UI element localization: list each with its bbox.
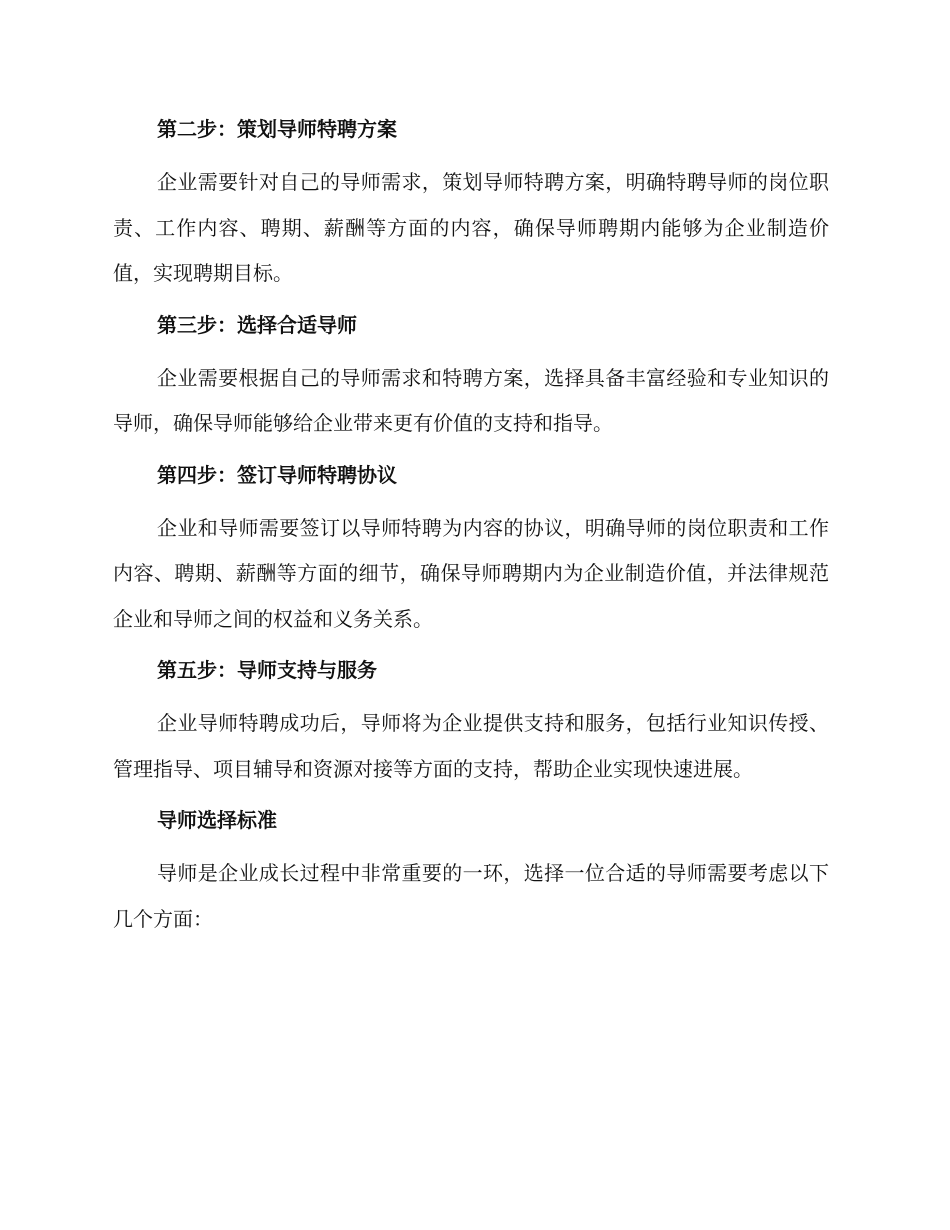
section-paragraph: 企业需要根据自己的导师需求和特聘方案，选择具备丰富经验和专业知识的导师，确保导师能够给企业带来更有价值的支持和指导。 xyxy=(113,365,829,435)
section-paragraph: 企业需要针对自己的导师需求，策划导师特聘方案，明确特聘导师的岗位职责、工作内容、聘期、薪酬等方面的内容，确保导师聘期内能够为企业制造价值，实现聘期目标。 xyxy=(113,170,829,285)
section-heading: 第四步：签订导师特聘协议 xyxy=(157,462,397,487)
section-step-five xyxy=(113,654,829,792)
section-step-three xyxy=(113,309,829,447)
section-heading: 第三步：选择合适导师 xyxy=(157,312,357,337)
section-paragraph: 企业导师特聘成功后，导师将为企业提供支持和服务，包括行业知识传授、管理指导、项目辅导和资源对接等方面的支持，帮助企业实现快速进展。 xyxy=(113,711,829,781)
section-heading: 导师选择标准 xyxy=(157,808,277,832)
section-mentor-criteria xyxy=(113,804,829,942)
section-heading: 第五步：导师支持与服务 xyxy=(157,658,377,682)
section-step-two xyxy=(113,113,829,297)
section-heading: 第二步：策划导师特聘方案 xyxy=(157,117,397,141)
section-step-four xyxy=(113,459,829,643)
document-body xyxy=(113,113,829,954)
section-paragraph: 导师是企业成长过程中非常重要的一环，选择一位合适的导师需要考虑以下几个方面： xyxy=(113,861,829,931)
section-paragraph: 企业和导师需要签订以导师特聘为内容的协议，明确导师的岗位职责和工作内容、聘期、薪酬等方面的细节，确保导师聘期内为企业制造价值，并法律规范企业和导师之间的权益和义务关系。 xyxy=(113,515,829,631)
